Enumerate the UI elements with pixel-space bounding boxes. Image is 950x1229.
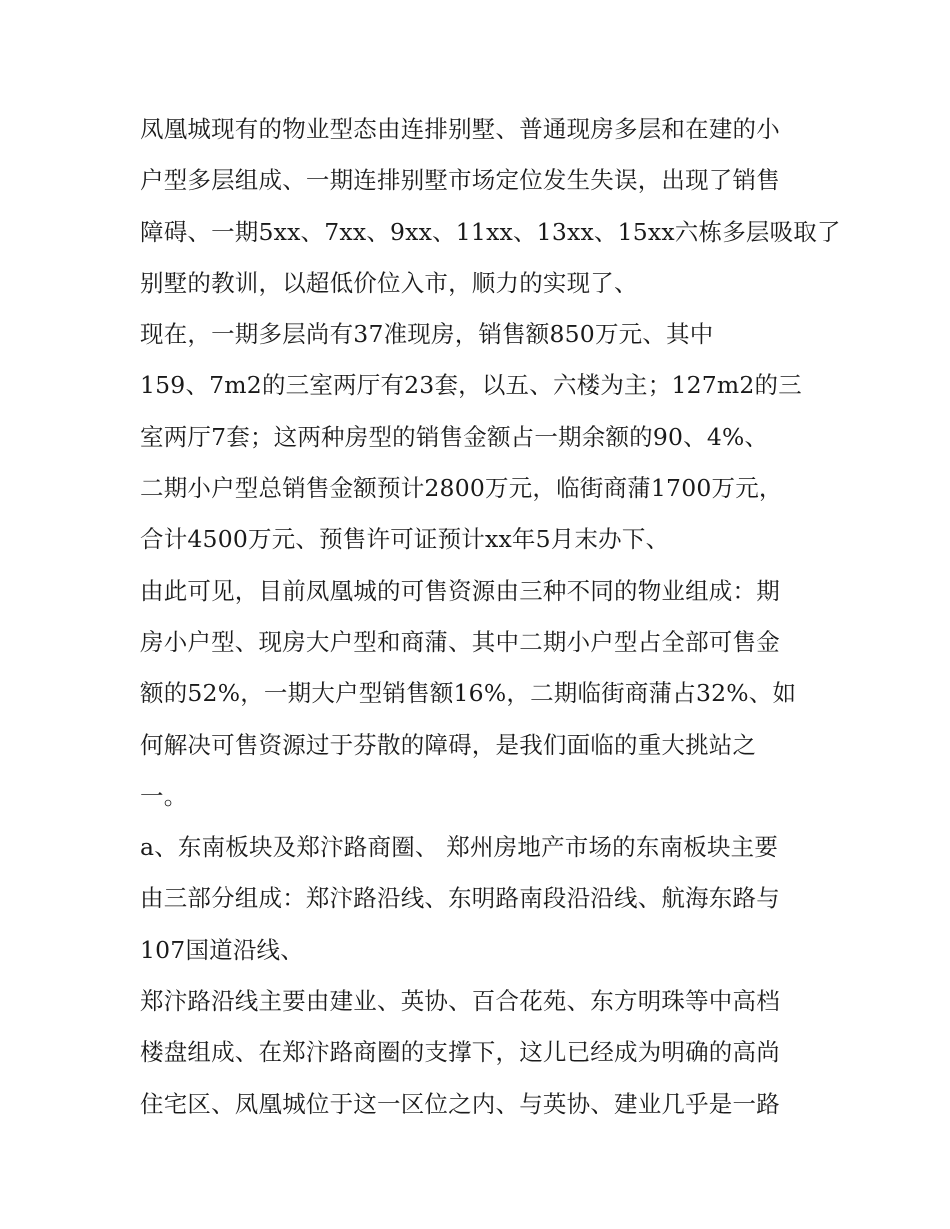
text-line: 由三部分组成：郑汴路沿线、东明路南段沿沿线、航海东路与 <box>140 884 780 913</box>
text-line: 郑汴路沿线主要由建业、英协、百合花苑、东方明珠等中高档 <box>140 987 780 1016</box>
text-line: a、东南板块及郑汴路商圈、 郑州房地产市场的东南板块主要 <box>140 833 779 862</box>
text-line: 障碍、一期5xx、7xx、9xx、11xx、13xx、15xx六栋多层吸取了 <box>140 217 841 246</box>
text-line: 住宅区、凤凰城位于这一区位之内、与英协、建业几乎是一路 <box>140 1089 780 1118</box>
text-line: 户型多层组成、一期连排别墅市场定位发生失误，出现了销售 <box>140 166 780 195</box>
text-line: 一。 <box>140 781 188 810</box>
text-line: 房小户型、现房大户型和商蒲、其中二期小户型占全部可售金 <box>140 627 780 656</box>
text-line: 额的52%，一期大户型销售额16%，二期临街商蒲占32%、如 <box>140 679 797 708</box>
document-body <box>140 104 841 1130</box>
text-line: 何解决可售资源过于芬散的障碍，是我们面临的重大挑站之 <box>140 730 757 759</box>
text-line: 二期小户型总销售金额预计2800万元，临街商蒲1700万元， <box>140 474 783 503</box>
text-line: 107国道沿线、 <box>140 935 304 964</box>
text-line: 159、7m2的三室两厅有23套，以五、六楼为主；127m2的三 <box>140 371 802 400</box>
text-line: 现在，一期多层尚有37准现房，销售额850万元、其中 <box>140 320 714 349</box>
text-line: 别墅的教训，以超低价位入市，顺力的实现了、 <box>140 268 638 297</box>
text-line: 楼盘组成、在郑汴路商圈的支撑下，这儿已经成为明确的高尚 <box>140 1038 780 1067</box>
text-line: 合计4500万元、预售许可证预计xx年5月末办下、 <box>140 525 670 554</box>
text-line: 凤凰城现有的物业型态由连排别墅、普通现房多层和在建的小 <box>140 115 780 143</box>
text-line: 室两厅7套；这两种房型的销售金额占一期余额的90、4%、 <box>140 422 769 451</box>
text-line: 由此可见，目前凤凰城的可售资源由三种不同的物业组成：期 <box>140 576 780 605</box>
